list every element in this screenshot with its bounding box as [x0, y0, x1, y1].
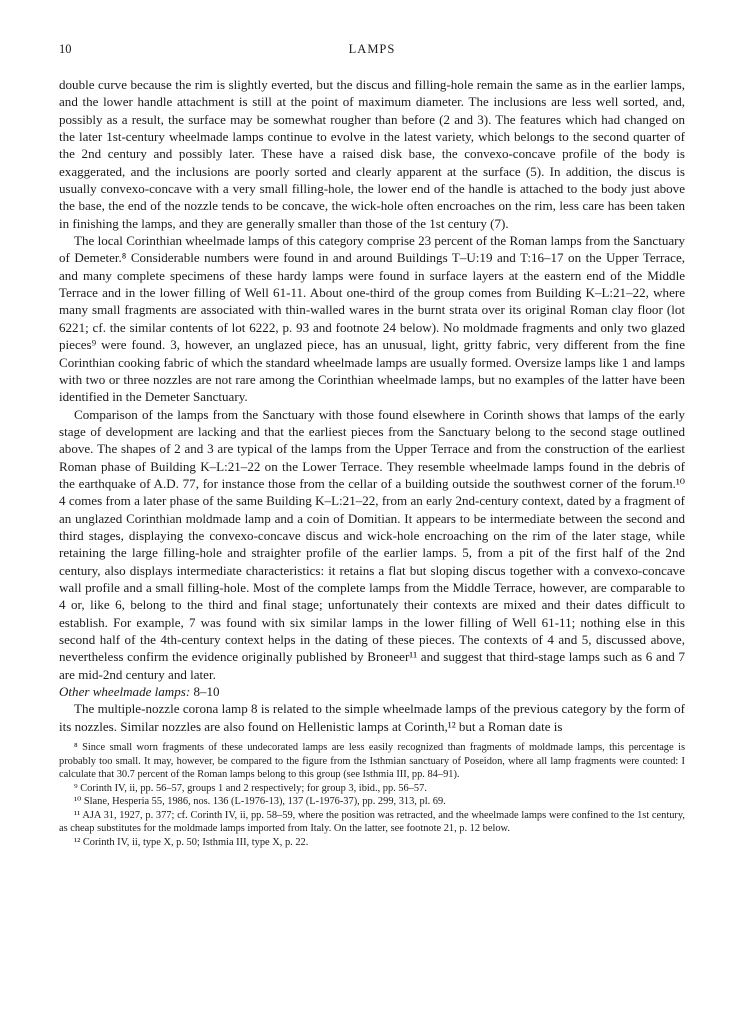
page-number: 10	[59, 42, 72, 56]
subheading-range: 8–10	[193, 684, 220, 700]
paragraph-1: double curve because the rim is slightly everted, but the discus and filling-hole remain the same as in the earlier lamps, and the lower handle attachment is still at the point of maximum diameter. The inclusions are less well sorted, and, possibly as a result, the surface may be somewhat rougher than before (2 and 3). The features which had changed on the later 1st-century wheelmade lamps continue to evolve in the latest variety, which belongs to the second quarter of the 2nd century and possibly later. These have a raised disk base, the convexo-concave profile of the body is exaggerated, and the inclusions are poorly sorted and clearly apparent at the surface (5). In addition, the discus is usually convexo-concave with a very small filling-hole, the lower end of the handle is attached to the body just above the base, the end of the nozzle tends to be concave, the wick-hole often encroaches on the rim, less care has been taken in finishing the lamps, and they are generally smaller than those of the 1st century (7).	[59, 77, 685, 231]
section-subheading	[59, 683, 685, 700]
footnotes	[59, 741, 685, 849]
running-head: LAMPS	[348, 42, 396, 56]
footnote-10: ¹⁰ Slane, Hesperia 55, 1986, nos. 136 (L-1976-13), 137 (L-1976-37), pp. 299, 313, pl. 69.	[74, 796, 446, 808]
body-text	[59, 76, 685, 735]
paragraph-4: The multiple-nozzle corona lamp 8 is related to the simple wheelmade lamps of the previous category by the form of its nozzles. Similar nozzles are also found on Hellenistic lamps at Corinth,¹² but a Roman date is	[59, 701, 685, 734]
page	[59, 42, 685, 849]
subheading-title: Other wheelmade lamps:	[59, 684, 194, 700]
footnote-11: ¹¹ AJA 31, 1927, p. 377; cf. Corinth IV, ii, pp. 58–59, where the position was retracted, and the wheelmade lamps were confined to the 1st century, as cheap substitutes for the moldmade lamps imported from Italy. On the latter, see footnote 21, p. 12 below.	[59, 809, 685, 835]
footnote-9: ⁹ Corinth IV, ii, pp. 56–57, groups 1 and 2 respectively; for group 3, ibid., pp. 56–57.	[74, 782, 427, 794]
footnote-8: ⁸ Since small worn fragments of these undecorated lamps are less easily recognized than fragments of moldmade lamps, this percentage is probably too small. It may, however, be compared to the figure from the Isthmian sanctuary of Poseidon, where all lamp fragments were counted: I calculate that 30.7 percent of the Roman lamps belong to this group (see Isthmia III, pp. 84–91).	[59, 742, 685, 781]
paragraph-3: Comparison of the lamps from the Sanctuary with those found elsewhere in Corinth shows that lamps of the early stage of development are lacking and that the earliest pieces from the Sanctuary belong to the second stage outlined above. The shapes of 2 and 3 are typical of the lamps from the Upper Terrace and from the construction of the earliest Roman phase of Building K–L:21–22 on the Lower Terrace. They resemble wheelmade lamps found in the debris of the earthquake of A.D. 77, for instance those from the cellar of a building outside the southwest corner of the forum.¹⁰ 4 comes from a later phase of the same Building K–L:21–22, from an early 2nd-century context, dated by a fragment of an unglazed Corinthian moldmade lamp and a coin of Domitian. It appears to be intermediate between the second and third stages, displaying the convexo-concave discus and wick-hole encroaching on the rim of the later stage, while retaining the large filling-hole and straighter profile of the earlier lamps. 5, from a pit of the first half of the 2nd century, also displays intermediate characteristics: it retains a flat but sloping discus together with a convexo-concave wall profile and a small filling-hole. Most of the complete lamps from the Middle Terrace, however, are comparable to 4 or, like 6, belong to the third and final stage; unfortunately their contexts are mixed and their dates difficult to establish. For example, 7 was found with six similar lamps in the lower filling of Well 61-11; nothing else in this second half of the 4th-century context helps in the dating of these pieces. The contexts of 4 and 5, discussed above, nevertheless confirm the evidence originally published by Broneer¹¹ and suggest that third-stage lamps such as 6 and 7 are mid-2nd century and later.	[59, 406, 685, 682]
paragraph-2: The local Corinthian wheelmade lamps of this category comprise 23 percent of the Roman lamps from the Sanctuary of Demeter.⁸ Considerable numbers were found in and around Buildings T–U:19 and T:16–17 on the Upper Terrace, and many complete specimens of these hardy lamps were found in surface layers at the eastern end of the Middle Terrace and in the lower filling of Well 61-11. About one-third of the group comes from Building K–L:21–22, where many small fragments are associated with thin-walled wares in the burnt strata over its original Roman clay floor (lot 6221; cf. the similar contents of lot 6222, p. 93 and footnote 24 below). No moldmade fragments and only two glazed pieces⁹ were found. 3, however, an unglazed piece, has an unusual, light, gritty fabric, very different from the fine Corinthian cooking fabric of which the standard wheelmade lamps are usually formed. Oversize lamps like 1 and lamps with two or three nozzles are not rare among the Corinthian wheelmade lamps, but no examples of the latter have been identified in the Demeter Sanctuary.	[59, 233, 685, 405]
page-header	[59, 42, 685, 62]
footnote-12: ¹² Corinth IV, ii, type X, p. 50; Isthmia III, type X, p. 22.	[74, 836, 309, 848]
